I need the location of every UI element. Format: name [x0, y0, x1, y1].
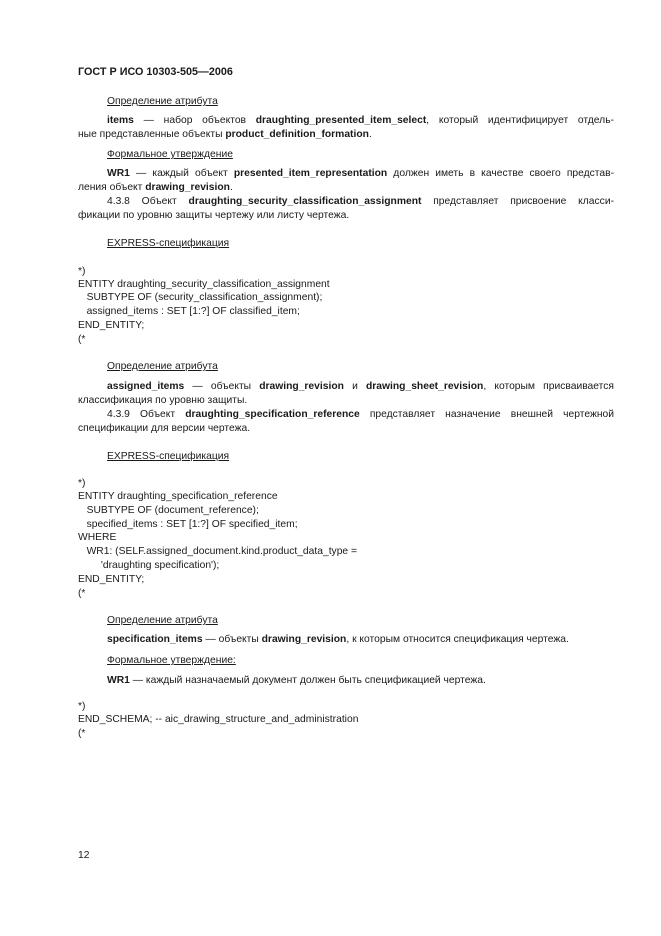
attribute-definition-heading: Определение атрибута — [107, 361, 218, 372]
code-line: END_ENTITY; — [78, 574, 145, 585]
code-line: SUBTYPE OF (document_reference); — [78, 505, 259, 516]
body-line: ные представленные объекты product_definition_formation. — [78, 129, 372, 140]
attribute-definition-heading: Определение атрибута — [107, 96, 218, 107]
formal-statement-heading: Формальное утверждение: — [107, 655, 236, 666]
code-line: (* — [78, 728, 86, 739]
body-line: классификация по уровню защиты. — [78, 395, 248, 406]
body-line: assigned_items — объекты drawing_revision и drawing_sheet_revision, которым присваивается — [107, 381, 614, 392]
code-line: END_SCHEMA; -- aic_drawing_structure_and_administration — [78, 714, 359, 725]
express-heading: EXPRESS-спецификация — [107, 451, 230, 462]
code-line: WR1: (SELF.assigned_document.kind.product_data_type = — [78, 546, 358, 557]
attribute-definition-heading: Определение атрибута — [107, 615, 218, 626]
code-line: specified_items : SET [1:?] OF specified_item; — [78, 519, 298, 530]
code-line: assigned_items : SET [1:?] OF classified_item; — [78, 306, 300, 317]
code-line: 'draughting specification'); — [78, 560, 220, 571]
code-line: (* — [78, 334, 86, 345]
express-heading: EXPRESS-спецификация — [107, 238, 230, 249]
code-line: END_ENTITY; — [78, 320, 145, 331]
body-line: WR1 — каждый назначаемый документ должен быть спецификацией чертежа. — [107, 675, 486, 686]
body-line: спецификации для версии чертежа. — [78, 423, 251, 434]
code-line: ENTITY draughting_specification_reference — [78, 491, 278, 502]
code-line: *) — [78, 478, 86, 489]
code-line: (* — [78, 588, 86, 599]
body-line: ления объект drawing_revision. — [78, 182, 233, 193]
body-line: items — набор объектов draughting_presented_item_select, который идентифицирует отдель- — [107, 115, 614, 126]
code-line: *) — [78, 701, 86, 712]
code-line: WHERE — [78, 532, 117, 543]
clause-4-3-9: 4.3.9 Объект draughting_specification_reference представляет назначение внешней чертежной — [107, 409, 614, 420]
formal-statement-heading: Формальное утверждение — [107, 149, 233, 160]
code-line: ENTITY draughting_security_classification_assignment — [78, 279, 330, 290]
clause-4-3-8: 4.3.8 Объект draughting_security_classification_assignment представляет присвоение класси- — [107, 196, 614, 207]
body-line: WR1 — каждый объект presented_item_representation должен иметь в качестве своего представ- — [107, 168, 615, 179]
page-number: 12 — [78, 850, 90, 861]
code-line: SUBTYPE OF (security_classification_assignment); — [78, 292, 323, 303]
body-line: specification_items — объекты drawing_revision, к которым относится спецификация чертежа. — [107, 634, 569, 645]
document-header: ГОСТ Р ИСО 10303-505—2006 — [78, 66, 233, 78]
body-line: фикации по уровню защиты чертежу или листу чертежа. — [78, 210, 350, 221]
code-line: *) — [78, 266, 86, 277]
